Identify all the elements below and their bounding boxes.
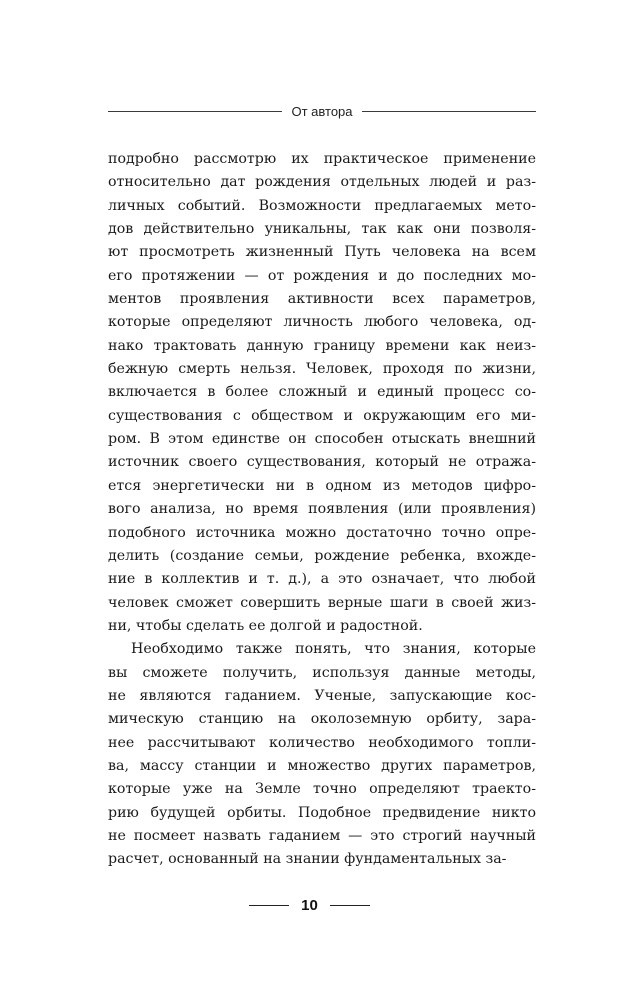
text-line: которые уже на Земле точно определяют траекто- [108, 781, 536, 798]
body-text [108, 148, 536, 872]
text-line: существования с обществом и окружающим его ми- [108, 407, 536, 424]
text-line: бежную смерть нельзя. Человек, проходя по жизни, [108, 361, 536, 378]
text-line: не посмеет назвать гаданием — это строгий научный [108, 827, 536, 844]
text-line: вого анализа, но время появления (или проявления) [108, 501, 536, 518]
header-rule-left [108, 111, 282, 112]
text-line: делить (создание семьи, рождение ребенка, вхожде- [108, 547, 536, 564]
text-line: ментов проявления активности всех параметров, [108, 291, 536, 308]
chapter-title: От автора [291, 103, 353, 119]
text-line: его протяжении — от рождения и до последних мо- [108, 267, 536, 284]
text-line: относительно дат рождения отдельных людей и раз- [108, 174, 536, 191]
running-header [108, 101, 536, 121]
text-line: ют просмотреть жизненный Путь человека на всем [108, 244, 536, 261]
text-line: личных событий. Возможности предлагаемых мето- [108, 197, 536, 214]
text-line: не являются гаданием. Ученые, запускающие кос- [108, 687, 536, 704]
text-line: Необходимо также понять, что знания, которые [131, 641, 536, 658]
page-number: 10 [301, 896, 318, 914]
text-line: ется энергетически ни в одном из методов цифро- [108, 477, 536, 494]
text-line: человек сможет совершить верные шаги в своей жиз- [108, 594, 536, 611]
text-line: включается в более сложный и единый процесс со- [108, 384, 536, 401]
header-rule-right [362, 111, 536, 112]
text-line: подобного источника можно достаточно точно опре- [108, 524, 536, 541]
text-line: источник своего существования, который не отража- [108, 454, 536, 471]
folio-rule-right [330, 905, 370, 906]
text-line: ром. В этом единстве он способен отыскать внешний [108, 431, 536, 448]
text-line: ние в коллектив и т. д.), а это означает, что любой [108, 571, 536, 588]
text-line: расчет, основанный на знании фундаментальных за- [108, 851, 507, 868]
page-footer [0, 893, 619, 917]
text-line: вы сможете получить, используя данные методы, [108, 664, 536, 681]
text-line: которые определяют личность любого человека, од- [108, 314, 536, 331]
text-line: нее рассчитывают количество необходимого топли- [108, 734, 536, 751]
paragraph-2 [108, 638, 536, 871]
text-line: рию будущей орбиты. Подобное предвидение никто [108, 804, 536, 821]
paragraph-1 [108, 148, 536, 638]
text-line: ва, массу станции и множество других параметров, [108, 757, 536, 774]
text-line: мическую станцию на околоземную орбиту, зара- [108, 711, 536, 728]
text-line: ни, чтобы сделать ее долгой и радостной. [108, 617, 423, 634]
text-line: подробно рассмотрю их практическое применение [108, 151, 536, 167]
text-line: дов действительно уникальны, так как они позволя- [108, 221, 536, 238]
folio-rule-left [249, 905, 289, 906]
text-line: нако трактовать данную границу времени как неиз- [108, 337, 536, 354]
